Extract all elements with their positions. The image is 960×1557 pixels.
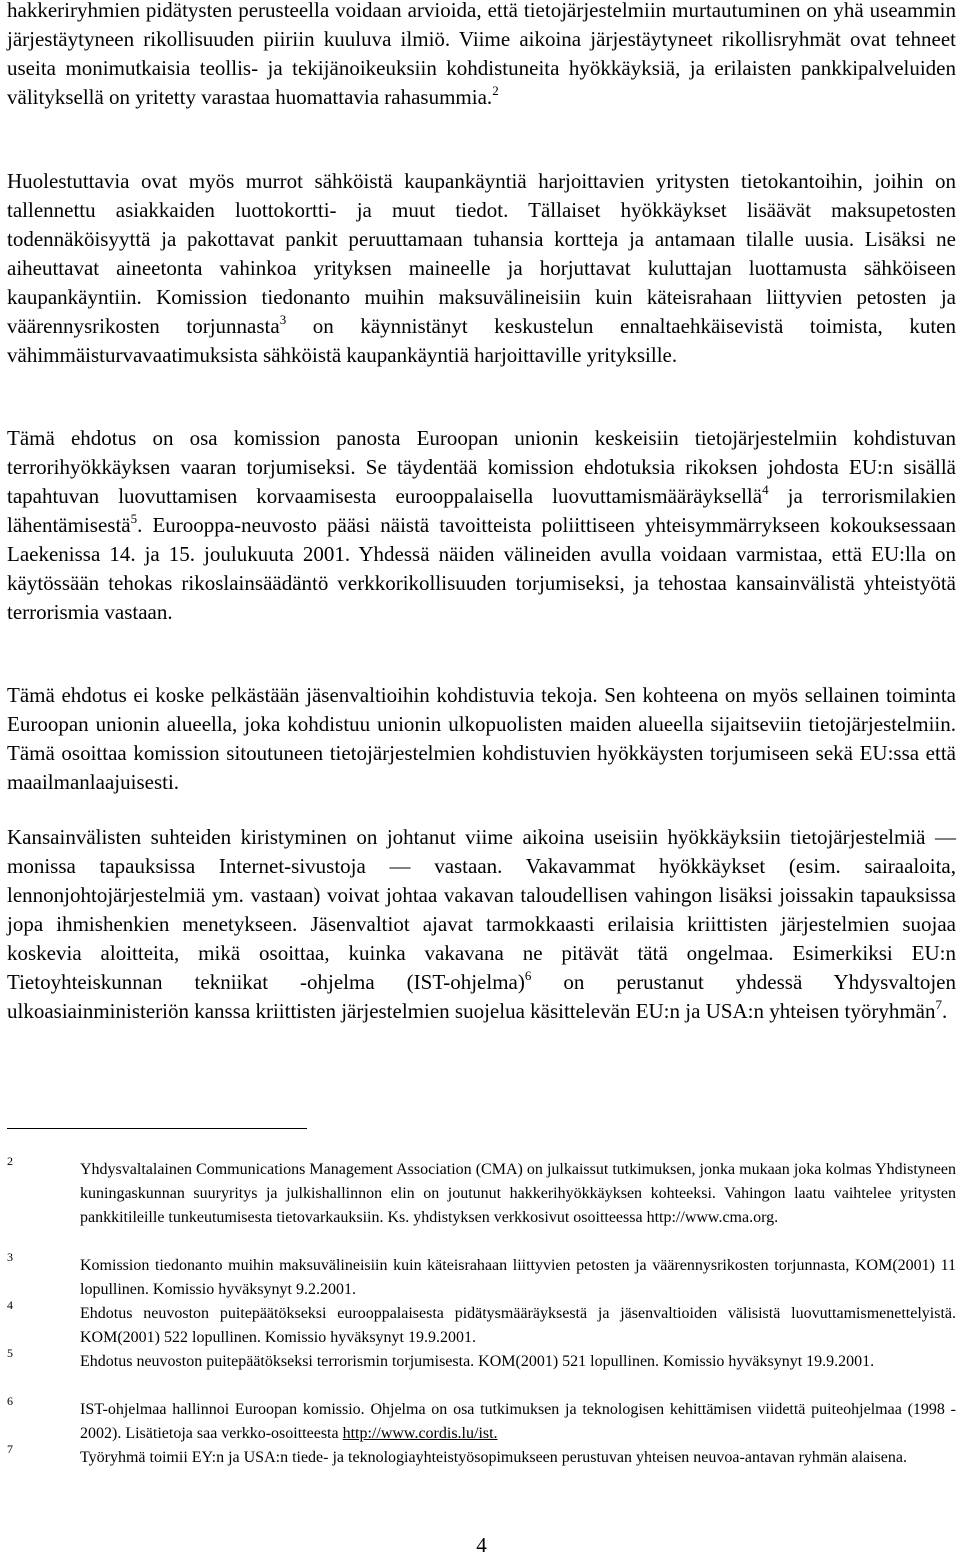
footnote-ref[interactable]: 3 — [279, 312, 287, 327]
paragraph-text: on perustanut yhdessä Yhdysvaltojen ulkoasiainministeriön kanssa kriittisten järjestelmien suojelua käsittelevän EU:n ja USA:n yhteisen työryhmän — [7, 970, 956, 1023]
footnote-number: 5 — [7, 1346, 13, 1360]
footnote-text: Työryhmä toimii EY:n ja USA:n tiede- ja teknologiayhteistyösopimukseen perustuvan yhteisen neuvoa-antavan ryhmän alaisena. — [80, 1449, 907, 1466]
footnote-ref[interactable]: 6 — [524, 968, 532, 983]
paragraph-2 — [7, 167, 956, 370]
footnote-text — [80, 1398, 956, 1446]
paragraph-text: hakkeriryhmien pidätysten perusteella voidaan arvioida, että tietojärjestelmiin murtautuminen on yhä useammin järjestäytyneen rikollisuuden piiriin kuuluva ilmiö. Viime aikoina järjestäytyneet rikollisryhmät ovat tehneet useita monimutkaisia teollis- ja tekijänoikeuksiin kohdistuneita hyökkäyksiä, ja erilaisten pankkipalveluiden välityksellä on yritetty varastaa huomattavia rahasummia. — [7, 0, 956, 109]
footnote-ref[interactable]: 4 — [762, 482, 769, 497]
footnote-number: 3 — [7, 1250, 13, 1264]
footnote-text: Ehdotus neuvoston puitepäätökseksi terrorismin torjumisesta. KOM(2001) 521 lopullinen. Komissio hyväksynyt 19.9.2001. — [80, 1353, 875, 1370]
paragraph-text: . — [941, 999, 948, 1023]
footnote-text: Ehdotus neuvoston puitepäätökseksi eurooppalaisesta pidätysmääräyksestä ja jäsenvaltioiden välisistä luovuttamismenettelyistä. KOM(2001) 522 lopullinen. Komissio hyväksynyt 19.9.2001. — [80, 1305, 956, 1346]
footnote-ref[interactable]: 7 — [935, 997, 942, 1012]
footnote-text: Yhdysvaltalainen Communications Management Association (CMA) on julkaissut tutkimuksen, jonka mukaan joka kolmas Yhdistyneen kuningaskunnan suuryritys ja julkishallinnon elin on joutunut hakkerihyökkäyksen kohteeksi. Vahingon laatu vaihtelee yritysten pankkitileille tunkeutumisesta tietovarkauksiin. Ks. yhdistyksen verkkosivut osoitteessa http://www.cma.org. — [80, 1161, 956, 1226]
paragraph-4 — [7, 681, 956, 797]
paragraph-text: . Eurooppa-neuvosto pääsi näistä tavoitteista poliittiseen yhteisymmärrykseen kokouksessaan Laekenissa 14. ja 15. joulukuuta 2001. Yhdessä näiden välineiden avulla voidaan varmistaa, että EU:lla on käytössään tehokas rikoslainsäädäntö verkkorikollisuuden torjumiseksi, ja tehostaa kansainvälistä yhteistyötä terrorismia vastaan. — [7, 513, 956, 624]
footnote-number: 4 — [7, 1298, 13, 1312]
paragraph-3 — [7, 424, 956, 627]
paragraph-text: Tämä ehdotus on osa komission panosta Euroopan unionin keskeisiin tietojärjestelmiin kohdistuvan terrorihyökkäyksen vaaran torjumiseksi. Se täydentää komission ehdotuksia rikoksen johdosta EU:n sisällä tapahtuvan luovuttamisen korvaamisesta eurooppalaisella luovuttamismääräyksellä — [7, 426, 956, 508]
footnote-ref[interactable]: 2 — [492, 83, 499, 98]
footnote-number: 6 — [7, 1394, 13, 1408]
paragraph-text: on käynnistänyt keskustelun ennaltaehkäisevistä toimista, kuten vähimmäisturvavaatimuksista sähköistä kaupankäyntiä harjoittaville yrityksille. — [7, 314, 957, 367]
cordis-link[interactable]: http://www.cordis.lu/ist. — [342, 1425, 498, 1442]
footnote-text: Komission tiedonanto muihin maksuvälineisiin kuin käteisrahaan liittyvien petosten ja väärennysrikosten torjunnasta, KOM(2001) 11 lopullinen. Komissio hyväksynyt 9.2.2001. — [80, 1257, 956, 1298]
paragraph-text: ja terrorismilakien lähentämisestä — [7, 484, 956, 537]
paragraph-1 — [7, 0, 956, 112]
page-number: 4 — [476, 1533, 487, 1557]
footnote-separator — [7, 1128, 307, 1129]
footnote-number: 7 — [7, 1442, 13, 1456]
footnote-ref[interactable]: 5 — [130, 511, 138, 526]
paragraph-text: Kansainvälisten suhteiden kiristyminen on johtanut viime aikoina useisiin hyökkäyksiin tietojärjestelmiä — monissa tapauksissa Internet-sivustoja — vastaan. Vakavammat hyökkäykset (esim. sairaaloita, lennonjohtojärjestelmiä ym. vastaan) voivat johtaa vakavan taloudellisen vahingon lisäksi joissakin tapauksissa jopa ihmishenkien menetykseen. Jäsenvaltiot ajavat tarmokkaasti erilaisia kriittisten järjestelmien suojaa koskevia aloitteita, mikä osoittaa, kuinka vakavana ne pitävät tätä ongelmaa. Esimerkiksi EU:n Tietoyhteiskunnan tekniikat -ohjelma (IST-ohjelma) — [7, 825, 956, 994]
paragraph-text: Huolestuttavia ovat myös murrot sähköistä kaupankäyntiä harjoittavien yritysten tietokantoihin, joihin on tallennettu asiakkaiden luottokortti- ja muut tiedot. Tällaiset hyökkäykset lisäävät maksupetosten todennäköisyyttä ja pakottavat pankit peruuttamaan tuhansia kortteja ja antamaan tilalle uusia. Lisäksi ne aiheuttavat aineetonta vahinkoa yrityksen maineelle ja horjuttavat kuluttajan luottamusta sähköiseen kaupankäyntiin. Komission tiedonanto muihin maksuvälineisiin kuin käteisrahaan liittyvien petosten ja väärennysrikosten torjunnasta — [7, 169, 956, 338]
paragraph-5 — [7, 823, 956, 1026]
paragraph-text: Tämä ehdotus ei koske pelkästään jäsenvaltioihin kohdistuvia tekoja. Sen kohteena on myös sellainen toiminta Euroopan unionin alueella, joka kohdistuu unionin ulkopuolisten maiden alueella sijaitseviin tietojärjestelmiin. Tämä osoittaa komission sitoutuneen tietojärjestelmien kohdistuvien hyökkäysten torjumiseen sekä EU:ssa että maailmanlaajuisesti. — [7, 683, 956, 794]
footnote-text-body: IST-ohjelmaa hallinnoi Euroopan komissio. Ohjelma on osa tutkimuksen ja teknologisen kehittämisen viidettä puiteohjelmaa (1998 - 2002). Lisätietoja saa verkko-osoitteesta — [80, 1401, 956, 1442]
footnote-number: 2 — [7, 1154, 13, 1168]
